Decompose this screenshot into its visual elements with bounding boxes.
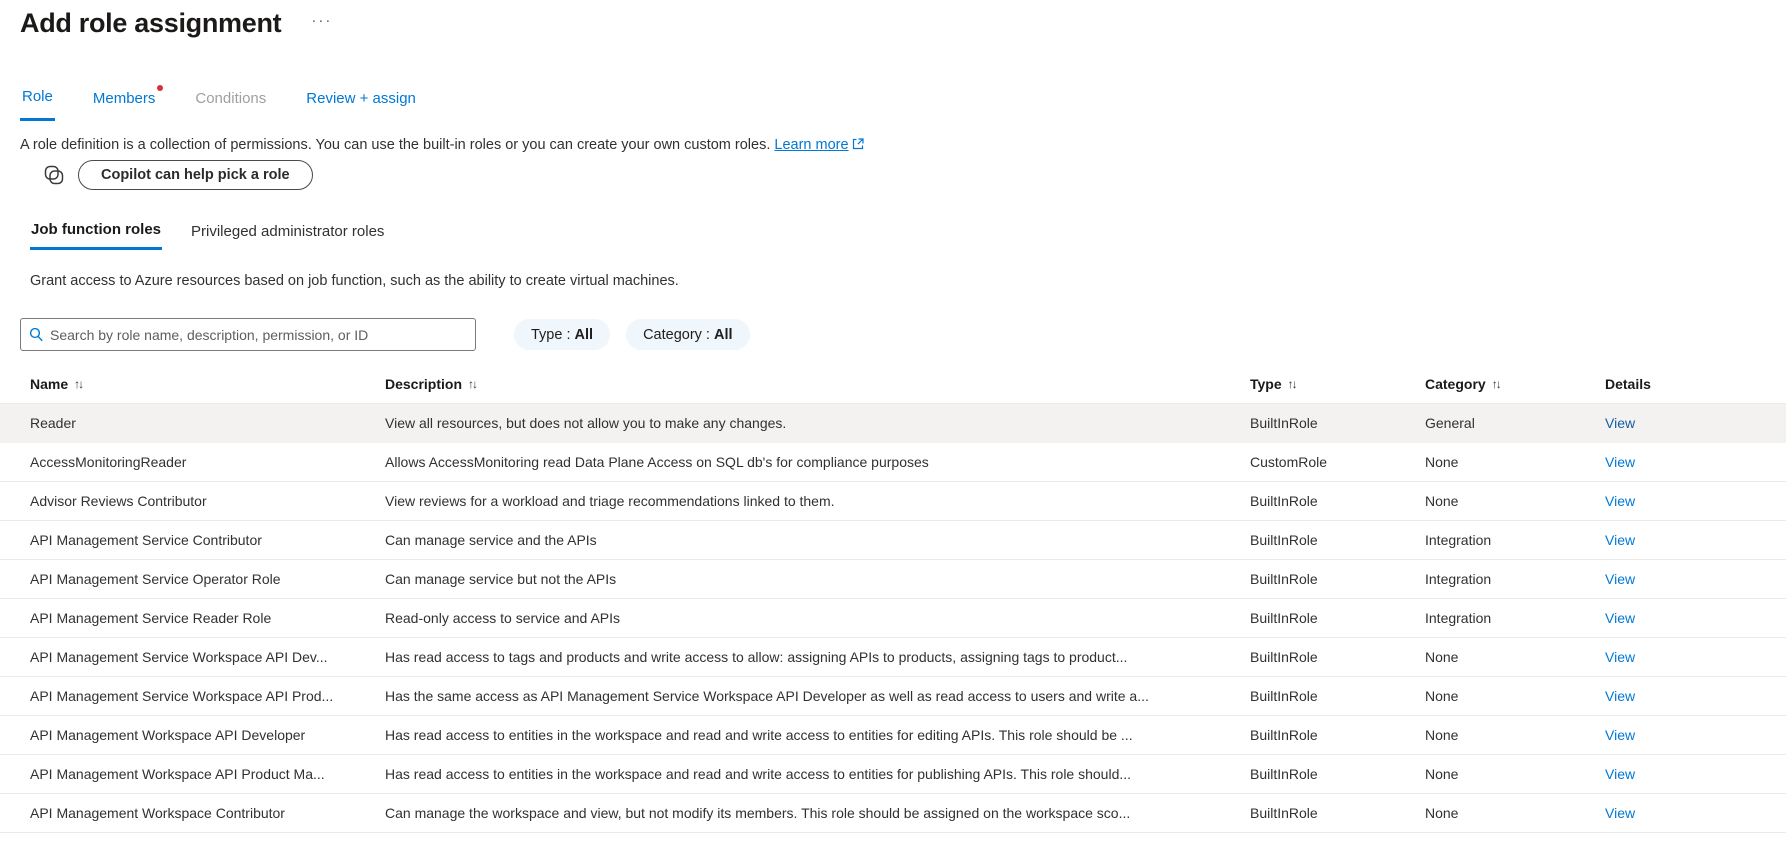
copilot-icon [42, 163, 66, 187]
cell-name: API Management Service Reader Role [30, 610, 272, 626]
page-title: Add role assignment [20, 8, 282, 38]
cell-details [1605, 454, 1786, 470]
external-link-icon [852, 138, 864, 154]
column-header-type[interactable] [1250, 376, 1425, 392]
table-row[interactable] [0, 599, 1786, 638]
column-header-label: Name [30, 375, 69, 392]
cell-details [1605, 610, 1786, 626]
table-row[interactable] [0, 677, 1786, 716]
sort-arrows-icon: ↑↓ [1287, 376, 1296, 391]
roles-table-body [0, 404, 1786, 833]
column-header-details [1605, 376, 1786, 392]
cell-name: Reader [30, 415, 76, 431]
copilot-help-button[interactable]: Copilot can help pick a role [78, 160, 313, 190]
cell-category: None [1425, 805, 1459, 821]
cell-name: API Management Workspace Contributor [30, 805, 285, 821]
tab-members[interactable] [91, 88, 158, 121]
cell-name: API Management Service Workspace API Dev... [30, 649, 328, 665]
cell-details [1605, 532, 1786, 548]
table-row[interactable] [0, 443, 1786, 482]
role-type-description: Grant access to Azure resources based on job function, such as the ability to create virtual machines. [30, 273, 679, 289]
table-row[interactable] [0, 482, 1786, 521]
cell-name: API Management Service Operator Role [30, 571, 281, 587]
search-box [20, 318, 476, 351]
copilot-suggestion [42, 159, 1786, 191]
cell-description: Allows AccessMonitoring read Data Plane Access on SQL db's for compliance purposes [385, 454, 929, 470]
filter-pill-label: Type : [531, 326, 575, 343]
roles-table-header [0, 364, 1786, 404]
cell-type: BuiltInRole [1250, 532, 1318, 548]
table-row[interactable] [0, 560, 1786, 599]
cell-description: View all resources, but does not allow you to make any changes. [385, 415, 787, 431]
cell-type: BuiltInRole [1250, 688, 1318, 704]
cell-category: None [1425, 493, 1459, 509]
cell-type: BuiltInRole [1250, 610, 1318, 626]
cell-category: None [1425, 727, 1459, 743]
sort-arrows-icon: ↑↓ [74, 376, 83, 391]
cell-description: Has read access to tags and products and write access to allow: assigning APIs to products, assigning tags to product... [385, 649, 1128, 665]
cell-category: Integration [1425, 610, 1492, 626]
role-type-tabs [30, 221, 1786, 250]
cell-category: Integration [1425, 532, 1492, 548]
cell-type: CustomRole [1250, 454, 1328, 470]
learn-more-link[interactable]: Learn more [774, 137, 849, 153]
cell-name: Advisor Reviews Contributor [30, 493, 207, 509]
cell-category: None [1425, 688, 1459, 704]
cell-name: API Management Service Workspace API Prod... [30, 688, 334, 704]
filter-row [20, 318, 1786, 351]
column-header-label: Category [1425, 375, 1486, 392]
filter-pill-label: Category : [643, 326, 714, 343]
cell-description: Has the same access as API Management Service Workspace API Developer as well as read access to users and write a... [385, 688, 1149, 704]
tab-role[interactable] [20, 88, 55, 121]
table-row[interactable] [0, 404, 1786, 443]
view-details-link[interactable]: View [1605, 805, 1636, 821]
cell-type: BuiltInRole [1250, 493, 1318, 509]
tab-label: Members [92, 89, 156, 107]
cell-name: API Management Workspace API Developer [30, 727, 306, 743]
cell-description: Can manage service but not the APIs [385, 571, 617, 587]
filter-pill-type[interactable] [514, 319, 610, 350]
column-header-name[interactable] [30, 376, 385, 392]
table-row[interactable] [0, 794, 1786, 833]
tab-label: Review + assign [306, 89, 416, 107]
role-intro-text [20, 137, 1786, 154]
cell-category: None [1425, 766, 1459, 782]
view-details-link[interactable]: View [1605, 766, 1636, 782]
view-details-link[interactable]: View [1605, 532, 1636, 548]
cell-category: None [1425, 454, 1459, 470]
sort-arrows-icon: ↑↓ [468, 376, 477, 391]
cell-name: AccessMonitoringReader [30, 454, 187, 470]
cell-type: BuiltInRole [1250, 805, 1318, 821]
cell-details [1605, 727, 1786, 743]
cell-category: Integration [1425, 571, 1492, 587]
cell-type: BuiltInRole [1250, 571, 1318, 587]
unsaved-changes-badge [157, 85, 163, 91]
view-details-link[interactable]: View [1605, 610, 1636, 626]
cell-description: Has read access to entities in the workspace and read and write access to entities for publishing APIs. This role should... [385, 766, 1132, 782]
tab-label: Role [22, 88, 53, 105]
cell-details [1605, 571, 1786, 587]
view-details-link[interactable]: View [1605, 454, 1636, 470]
wizard-tabs [20, 88, 1786, 121]
cell-type: BuiltInRole [1250, 415, 1318, 431]
cell-description: View reviews for a workload and triage recommendations linked to them. [385, 493, 835, 509]
table-row[interactable] [0, 755, 1786, 794]
cell-details [1605, 649, 1786, 665]
cell-description: Has read access to entities in the workspace and read and write access to entities for editing APIs. This role should be ... [385, 727, 1133, 743]
view-details-link[interactable]: View [1605, 571, 1636, 587]
cell-type: BuiltInRole [1250, 649, 1318, 665]
cell-type: BuiltInRole [1250, 727, 1318, 743]
cell-type: BuiltInRole [1250, 766, 1318, 782]
cell-details [1605, 493, 1786, 509]
cell-category: None [1425, 649, 1459, 665]
column-header-category[interactable] [1425, 376, 1605, 392]
column-header-label: Details [1605, 375, 1651, 392]
search-input[interactable] [50, 327, 467, 343]
cell-details [1605, 415, 1786, 431]
column-header-label: Type [1250, 375, 1282, 392]
cell-description: Read-only access to service and APIs [385, 610, 621, 626]
role-type-tab-privileged-administrator-roles[interactable]: Privileged administrator roles [190, 221, 385, 250]
cell-category: General [1425, 415, 1475, 431]
filter-pill-value: All [713, 326, 733, 343]
view-details-link[interactable]: View [1605, 688, 1636, 704]
view-details-link[interactable]: View [1605, 727, 1636, 743]
intro-sentence: A role definition is a collection of permissions. You can use the built-in roles or you can create your own custom roles. [20, 137, 775, 153]
more-options-icon[interactable]: ··· [311, 12, 333, 29]
sort-arrows-icon: ↑↓ [1491, 376, 1500, 391]
cell-name: API Management Service Contributor [30, 532, 262, 548]
cell-description: Can manage the workspace and view, but not modify its members. This role should be assigned on the workspace sco... [385, 805, 1131, 821]
view-details-link[interactable]: View [1605, 649, 1636, 665]
column-header-description[interactable] [385, 376, 1250, 392]
cell-details [1605, 805, 1786, 821]
cell-details [1605, 688, 1786, 704]
table-row[interactable] [0, 638, 1786, 677]
search-icon [29, 327, 44, 342]
table-row[interactable] [0, 521, 1786, 560]
tab-label: Conditions [195, 89, 267, 107]
view-details-link[interactable]: View [1605, 493, 1636, 509]
tab-review-assign[interactable] [304, 88, 418, 121]
filter-pill-value: All [574, 326, 594, 343]
cell-description: Can manage service and the APIs [385, 532, 597, 548]
filter-pill-category[interactable] [626, 319, 749, 350]
role-type-tab-job-function-roles[interactable]: Job function roles [30, 221, 162, 250]
table-row[interactable] [0, 716, 1786, 755]
cell-details [1605, 766, 1786, 782]
tab-conditions[interactable] [193, 88, 268, 121]
view-details-link[interactable]: View [1605, 415, 1636, 431]
roles-table [0, 364, 1786, 833]
column-header-label: Description [385, 375, 463, 392]
panel-header [0, 0, 1786, 40]
cell-name: API Management Workspace API Product Ma... [30, 766, 325, 782]
